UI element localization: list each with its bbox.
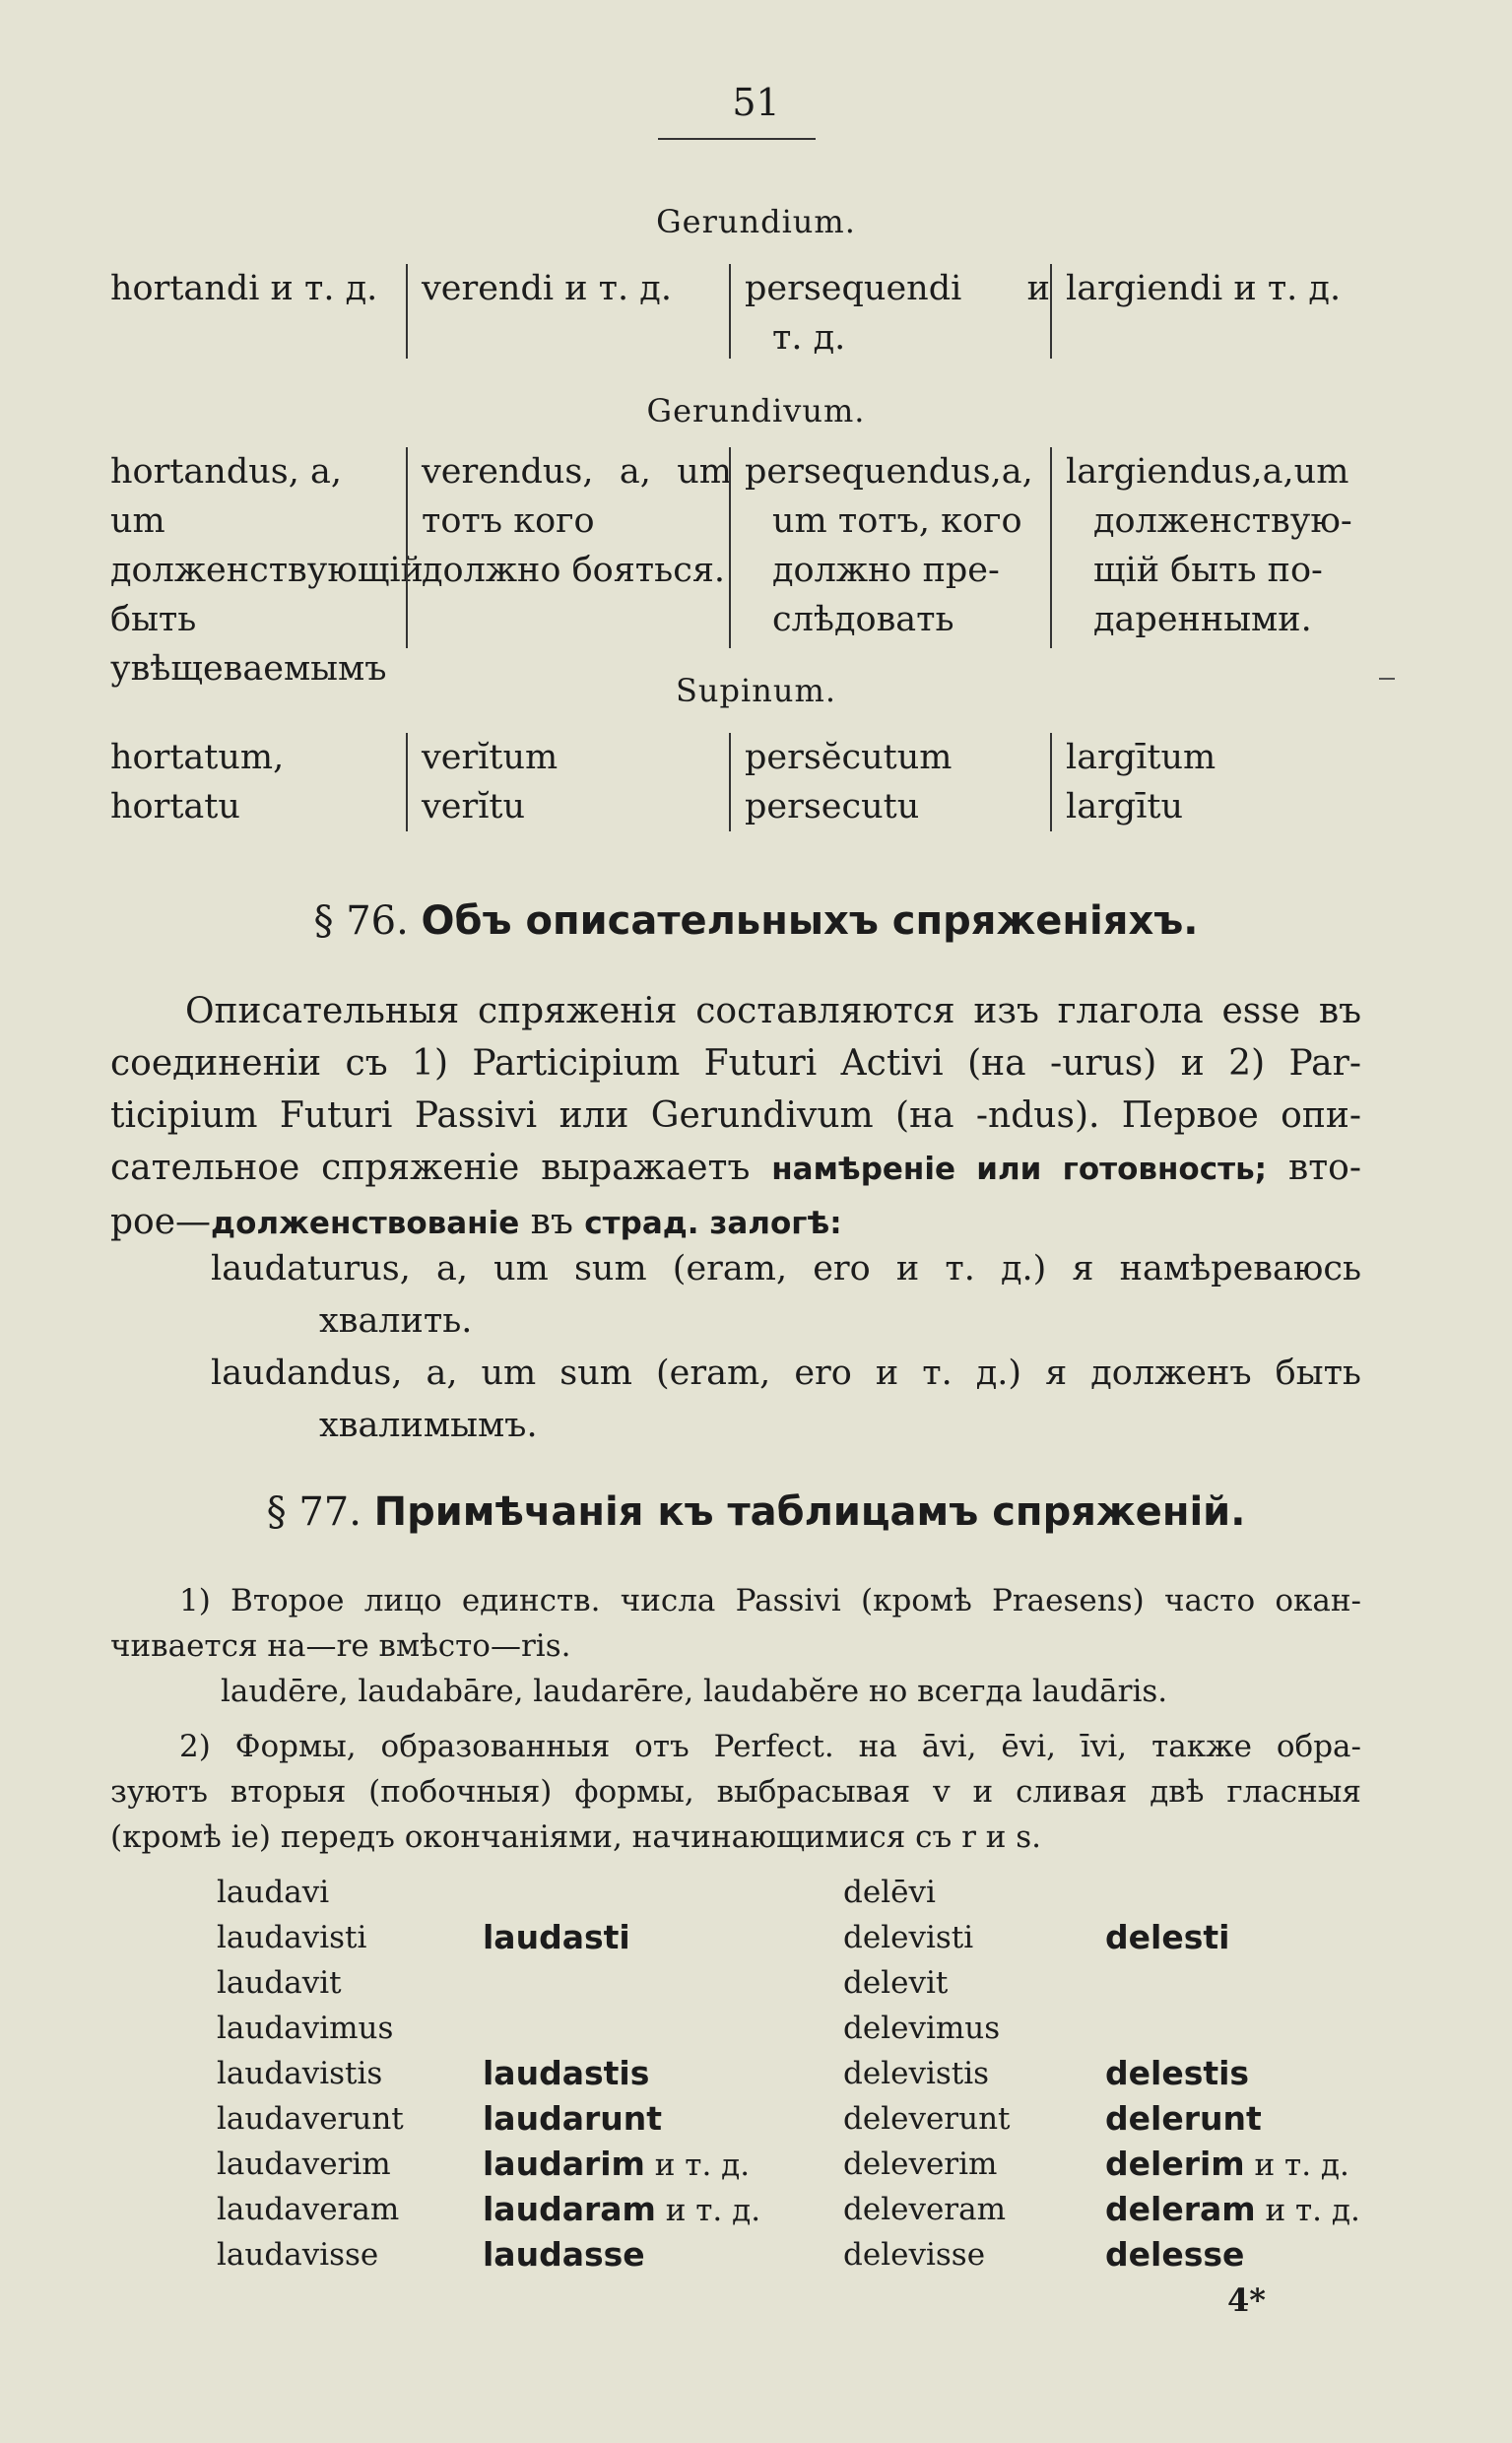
gerundium-col-2 <box>406 264 732 359</box>
form-suffix: и т. д. <box>1244 2147 1349 2183</box>
section-77-heading <box>0 1489 1512 1535</box>
contracted-form: laudasse <box>483 2235 645 2274</box>
gerundivum-cell: долженствую- <box>1093 501 1352 541</box>
form-cell: laudaveram <box>217 2192 400 2227</box>
paragraph-line: ticipium Futuri Passivi или Gerundivum (на -ndus). Первое опи- <box>110 1095 1361 1136</box>
contracted-form: laudasti <box>483 1918 630 1956</box>
supinum-heading: Supinum. <box>676 672 836 709</box>
gerundium-col-1 <box>110 264 396 359</box>
form-cell <box>1105 1915 1420 1960</box>
paragraph-text: въ <box>519 1202 585 1242</box>
section-77-note-2 <box>110 1724 1361 1860</box>
paragraph-text: вто- <box>1267 1148 1361 1188</box>
paragraph-line <box>110 1142 1361 1196</box>
section-76-examples <box>211 1243 1361 1452</box>
form-cell: deleveram <box>843 2192 1007 2227</box>
form-cell: deleverim <box>843 2146 998 2182</box>
supinum-col-2 <box>406 733 732 831</box>
form-cell <box>483 2142 827 2187</box>
supinum-col-4 <box>1050 733 1381 831</box>
section-77-title: Примѣчанія къ таблицамъ спряженій. <box>373 1489 1246 1535</box>
form-suffix: и т. д. <box>644 2147 751 2183</box>
form-cell: delēvi <box>843 1875 936 1910</box>
supinum-cell: verĭtum <box>422 738 559 777</box>
paragraph-line <box>110 1196 1361 1250</box>
supinum-cell: largītu <box>1066 787 1183 826</box>
forms-col-delesti <box>1105 1870 1420 2278</box>
form-cell <box>1105 2051 1420 2096</box>
form-cell: delevit <box>843 1965 949 2001</box>
form-cell <box>1105 2006 1420 2051</box>
form-cell: laudaverunt <box>217 2101 404 2137</box>
supinum-col-1 <box>110 733 396 831</box>
contracted-form: delesti <box>1105 1918 1230 1956</box>
contracted-form: delestis <box>1105 2054 1250 2092</box>
form-suffix: и т. д. <box>1255 2193 1360 2228</box>
example-line: хвалимымъ. <box>319 1406 538 1445</box>
gerundium-cell: т. д. <box>772 318 846 358</box>
gerundivum-heading: Gerundivum. <box>646 392 866 429</box>
form-cell: laudavistis <box>217 2056 383 2091</box>
gerundivum-cell: largiendus,a,um <box>1066 452 1349 492</box>
gerundium-cell: largiendi и т. д. <box>1066 269 1342 308</box>
note-line: 2) Формы, образованныя отъ Perfect. на āvi, ēvi, īvi, также обра- <box>179 1729 1361 1764</box>
supinum-cell: persĕcutum <box>745 738 953 777</box>
note-line: (кромѣ ie) передъ окончаніями, начинающимися съ r и s. <box>110 1819 1042 1855</box>
gerundium-col-4 <box>1050 264 1381 359</box>
paragraph-line: Описательныя спряженія составляются изъ глагола esse въ <box>185 991 1361 1031</box>
forms-col-delevi <box>843 1870 1099 2278</box>
example-line: хвалить. <box>319 1301 473 1341</box>
supinum-cell: largītum <box>1066 738 1216 777</box>
gerundium-cell: verendi и т. д. <box>422 269 672 308</box>
form-cell: laudavisti <box>217 1920 367 1955</box>
form-cell <box>1105 1870 1420 1915</box>
emphasis-text: долженствованіе <box>211 1206 520 1241</box>
form-cell <box>1105 2096 1420 2142</box>
note-line: зуютъ вторыя (побочныя) формы, выбрасывая v и сливая двѣ гласныя <box>110 1774 1361 1810</box>
gerundivum-cell: verendus, a, um <box>422 452 732 492</box>
supinum-col-3 <box>729 733 1050 831</box>
form-cell: laudavi <box>217 1875 330 1910</box>
paragraph-text: рое— <box>110 1202 212 1242</box>
gerundivum-col-4 <box>1050 447 1381 648</box>
form-cell <box>483 1960 827 2006</box>
note-line: laudēre, laudabāre, laudarēre, laudabĕre но всегда laudāris. <box>221 1674 1168 1709</box>
supinum-table <box>110 733 1391 835</box>
form-cell: delevisti <box>843 1920 974 1955</box>
form-suffix: и т. д. <box>655 2193 761 2228</box>
paragraph-line: соединеніи съ 1) Participium Futuri Activi (на -urus) и 2) Par- <box>110 1043 1361 1084</box>
form-cell: laudavit <box>217 1965 342 2001</box>
form-cell <box>483 2051 827 2096</box>
gerundivum-col-1 <box>110 447 424 689</box>
section-77-number: § 77. <box>266 1489 362 1535</box>
note-line: чивается на—re вмѣсто—ris. <box>110 1628 571 1664</box>
gerundivum-cell: тотъ кого должно бояться. <box>422 501 726 590</box>
gerundivum-cell: даренными. <box>1093 600 1312 639</box>
gerundivum-cell: щій быть по- <box>1093 551 1323 590</box>
contracted-form: laudaram <box>483 2190 656 2228</box>
section-76-number: § 76. <box>313 898 409 944</box>
form-cell <box>1105 2187 1420 2232</box>
contracted-form: delesse <box>1105 2235 1245 2274</box>
form-cell <box>483 1870 827 1915</box>
form-cell <box>1105 2232 1420 2278</box>
form-cell <box>483 1915 827 1960</box>
section-77-note-1 <box>110 1578 1361 1714</box>
gerundivum-table <box>110 447 1391 689</box>
form-cell <box>483 2096 827 2142</box>
example-line: laudandus, a, um sum (eram, ero и т. д.) я долженъ быть <box>211 1354 1361 1393</box>
gerundivum-cell: persequendus,a, <box>745 452 1033 492</box>
contracted-form: delerim <box>1105 2145 1245 2183</box>
gerundivum-cell: um долженствующій быть <box>110 501 424 639</box>
gerundivum-cell: увѣщеваемымъ <box>110 649 387 689</box>
form-cell <box>483 2187 827 2232</box>
gerundium-heading: Gerundium. <box>656 203 856 240</box>
form-cell <box>1105 1960 1420 2006</box>
section-76-title: Объ описательныхъ спряженіяхъ. <box>421 898 1199 944</box>
section-76-heading <box>0 898 1512 944</box>
supinum-cell: verĭtu <box>422 787 526 826</box>
contracted-form: laudarunt <box>483 2099 662 2138</box>
contracted-form: delerunt <box>1105 2099 1262 2138</box>
gerundium-col-3 <box>729 264 1050 359</box>
form-cell: laudavisse <box>217 2237 379 2273</box>
contracted-form: laudastis <box>483 2054 650 2092</box>
form-cell <box>483 2006 827 2051</box>
contracted-form: laudarim <box>483 2145 645 2183</box>
supinum-cell: persecutu <box>745 787 920 826</box>
gerundivum-cell: слѣдовать <box>772 600 954 639</box>
form-cell: laudaverim <box>217 2146 391 2182</box>
printer-signature: 4* <box>1227 2281 1266 2319</box>
form-cell: laudavimus <box>217 2011 394 2046</box>
emphasis-text: намѣреніе или готовность; <box>771 1152 1268 1187</box>
page-number: 51 <box>732 81 780 124</box>
gerundivum-cell: um тотъ, кого должно пре- <box>772 501 1022 590</box>
paragraph-text: сательное спряженіе выражаетъ <box>110 1148 772 1188</box>
gerundium-cell: hortandi и т. д. <box>110 269 378 308</box>
form-cell: delevistis <box>843 2056 990 2091</box>
form-cell <box>483 2232 827 2278</box>
form-cell: delevisse <box>843 2237 986 2273</box>
gerundivum-col-3 <box>729 447 1050 648</box>
form-cell: delevimus <box>843 2011 1001 2046</box>
emphasis-text: страд. залогѣ: <box>584 1206 842 1241</box>
forms-col-laudasti <box>483 1870 827 2278</box>
supinum-cell: hortatum, <box>110 738 285 777</box>
form-cell: deleverunt <box>843 2101 1011 2137</box>
gerundium-table <box>110 264 1391 361</box>
forms-col-laudavi <box>217 1870 473 2278</box>
gerundivum-cell: hortandus, a, <box>110 452 342 492</box>
section-76-paragraph <box>110 985 1361 1250</box>
example-line: laudaturus, a, um sum (eram, ero и т. д.) я намѣреваюсь <box>211 1249 1361 1288</box>
gerundium-cell: persequendi и <box>745 269 1050 308</box>
page-number-rule <box>658 138 816 140</box>
gerundivum-col-2 <box>406 447 732 648</box>
supinum-cell: hortatu <box>110 787 240 826</box>
contracted-form: deleram <box>1105 2190 1256 2228</box>
note-line: 1) Второе лицо единств. числа Passivi (кромѣ Praesens) часто окан- <box>179 1583 1361 1618</box>
form-cell <box>1105 2142 1420 2187</box>
